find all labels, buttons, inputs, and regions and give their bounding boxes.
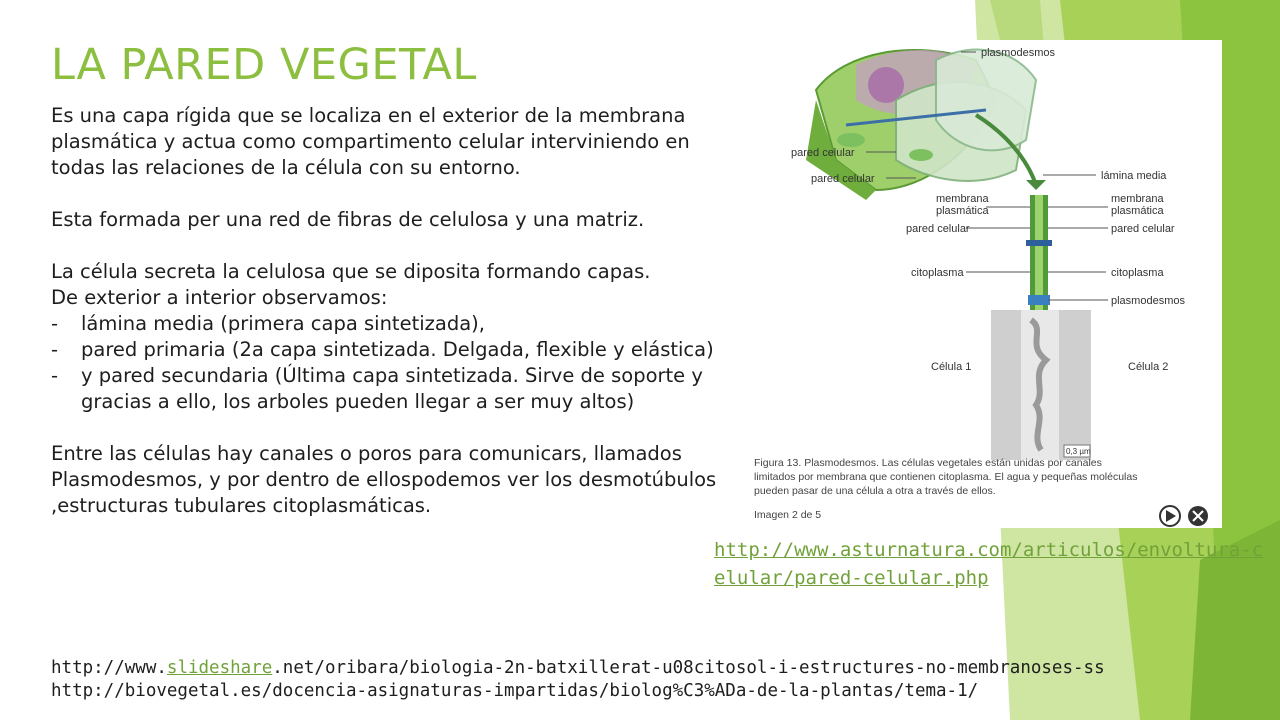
label-plasmodesmos-top: plasmodesmos: [981, 47, 1055, 59]
close-button[interactable]: [1188, 506, 1208, 526]
label-membrana-right-2: plasmática: [1111, 205, 1164, 217]
layers-list: [51, 311, 721, 415]
list-item: - lámina media (primera capa sintetizada),: [51, 312, 485, 335]
caption-image-count: Imagen 2 de 5: [754, 509, 822, 521]
label-membrana-left-1: membrana: [936, 193, 989, 205]
figure-illustration: [746, 40, 1222, 528]
label-citoplasma-left: citoplasma: [911, 267, 964, 279]
slide-body: [51, 103, 721, 519]
reference-line-1: http://www.slideshare.net/oribara/biologia-2n-batxillerat-u08citosol-i-estructures-no-membranoses-ss: [51, 658, 1105, 678]
bullet-dash: -: [51, 338, 59, 361]
caption-line-2: limitados por membrana que contienen citoplasma. El agua y pequeñas moléculas: [754, 471, 1138, 483]
slide-title: LA PARED VEGETAL: [51, 40, 477, 90]
plasmodesmata-paragraph: Entre las células hay canales o poros para comunicars, llamados Plasmodesmos, y por dentro de ellospodemos ver los desmotúbulos ,estructuras tubulares citoplasmáticas.: [51, 442, 717, 517]
layers-intro: De exterior a interior observamos:: [51, 286, 388, 309]
caption-line-3: pueden pasar de una célula a otra a través de ellos.: [754, 485, 996, 497]
label-celula-1: Célula 1: [931, 361, 972, 373]
label-pared-celular-1: pared celular: [791, 147, 855, 159]
composition-paragraph: Esta formada per una red de fibras de celulosa y una matriz.: [51, 208, 645, 231]
bullet-dash: -: [51, 312, 59, 335]
label-celula-2: Célula 2: [1128, 361, 1169, 373]
slideshare-link[interactable]: slideshare: [166, 658, 273, 678]
play-button[interactable]: [1160, 506, 1180, 526]
label-citoplasma-right: citoplasma: [1111, 267, 1164, 279]
wall-section: [991, 195, 1091, 460]
list-item: - pared primaria (2a capa sintetizada. Delgada, flexible y elástica): [51, 338, 714, 361]
label-pared-left: pared celular: [906, 223, 970, 235]
reference-line-2[interactable]: http://biovegetal.es/docencia-asignaturas-impartidas/biolog%C3%ADa-de-la-plantas/tema-1/: [51, 681, 979, 701]
bullet-dash: -: [51, 364, 59, 387]
label-pared-right: pared celular: [1111, 223, 1175, 235]
label-plasmodesmos-mid: plasmodesmos: [1111, 295, 1185, 307]
label-pared-celular-2: pared celular: [811, 173, 875, 185]
label-membrana-left-2: plasmática: [936, 205, 989, 217]
references: [51, 657, 1105, 703]
label-scale: 0,3 µm: [1066, 447, 1091, 456]
secretion-paragraph: La célula secreta la celulosa que se diposita formando capas.: [51, 260, 651, 283]
source-link[interactable]: http://www.asturnatura.com/articulos/envoltura-celular/pared-celular.php: [714, 539, 1264, 589]
list-item: - y pared secundaria (Última capa sintetizada. Sirve de soporte y gracias a ello, los arboles pueden llegar a ser muy altos): [51, 364, 703, 413]
label-lamina-media: lámina media: [1101, 170, 1167, 182]
plasmodesmata-figure: [746, 40, 1222, 528]
intro-paragraph: Es una capa rígida que se localiza en el exterior de la membrana plasmática y actua como compartimento celular interviniendo en todas las relaciones de la célula con su entorno.: [51, 104, 690, 179]
label-membrana-right-1: membrana: [1111, 193, 1164, 205]
caption-line-1: Figura 13. Plasmodesmos. Las células vegetales están unidas por canales: [754, 457, 1102, 469]
